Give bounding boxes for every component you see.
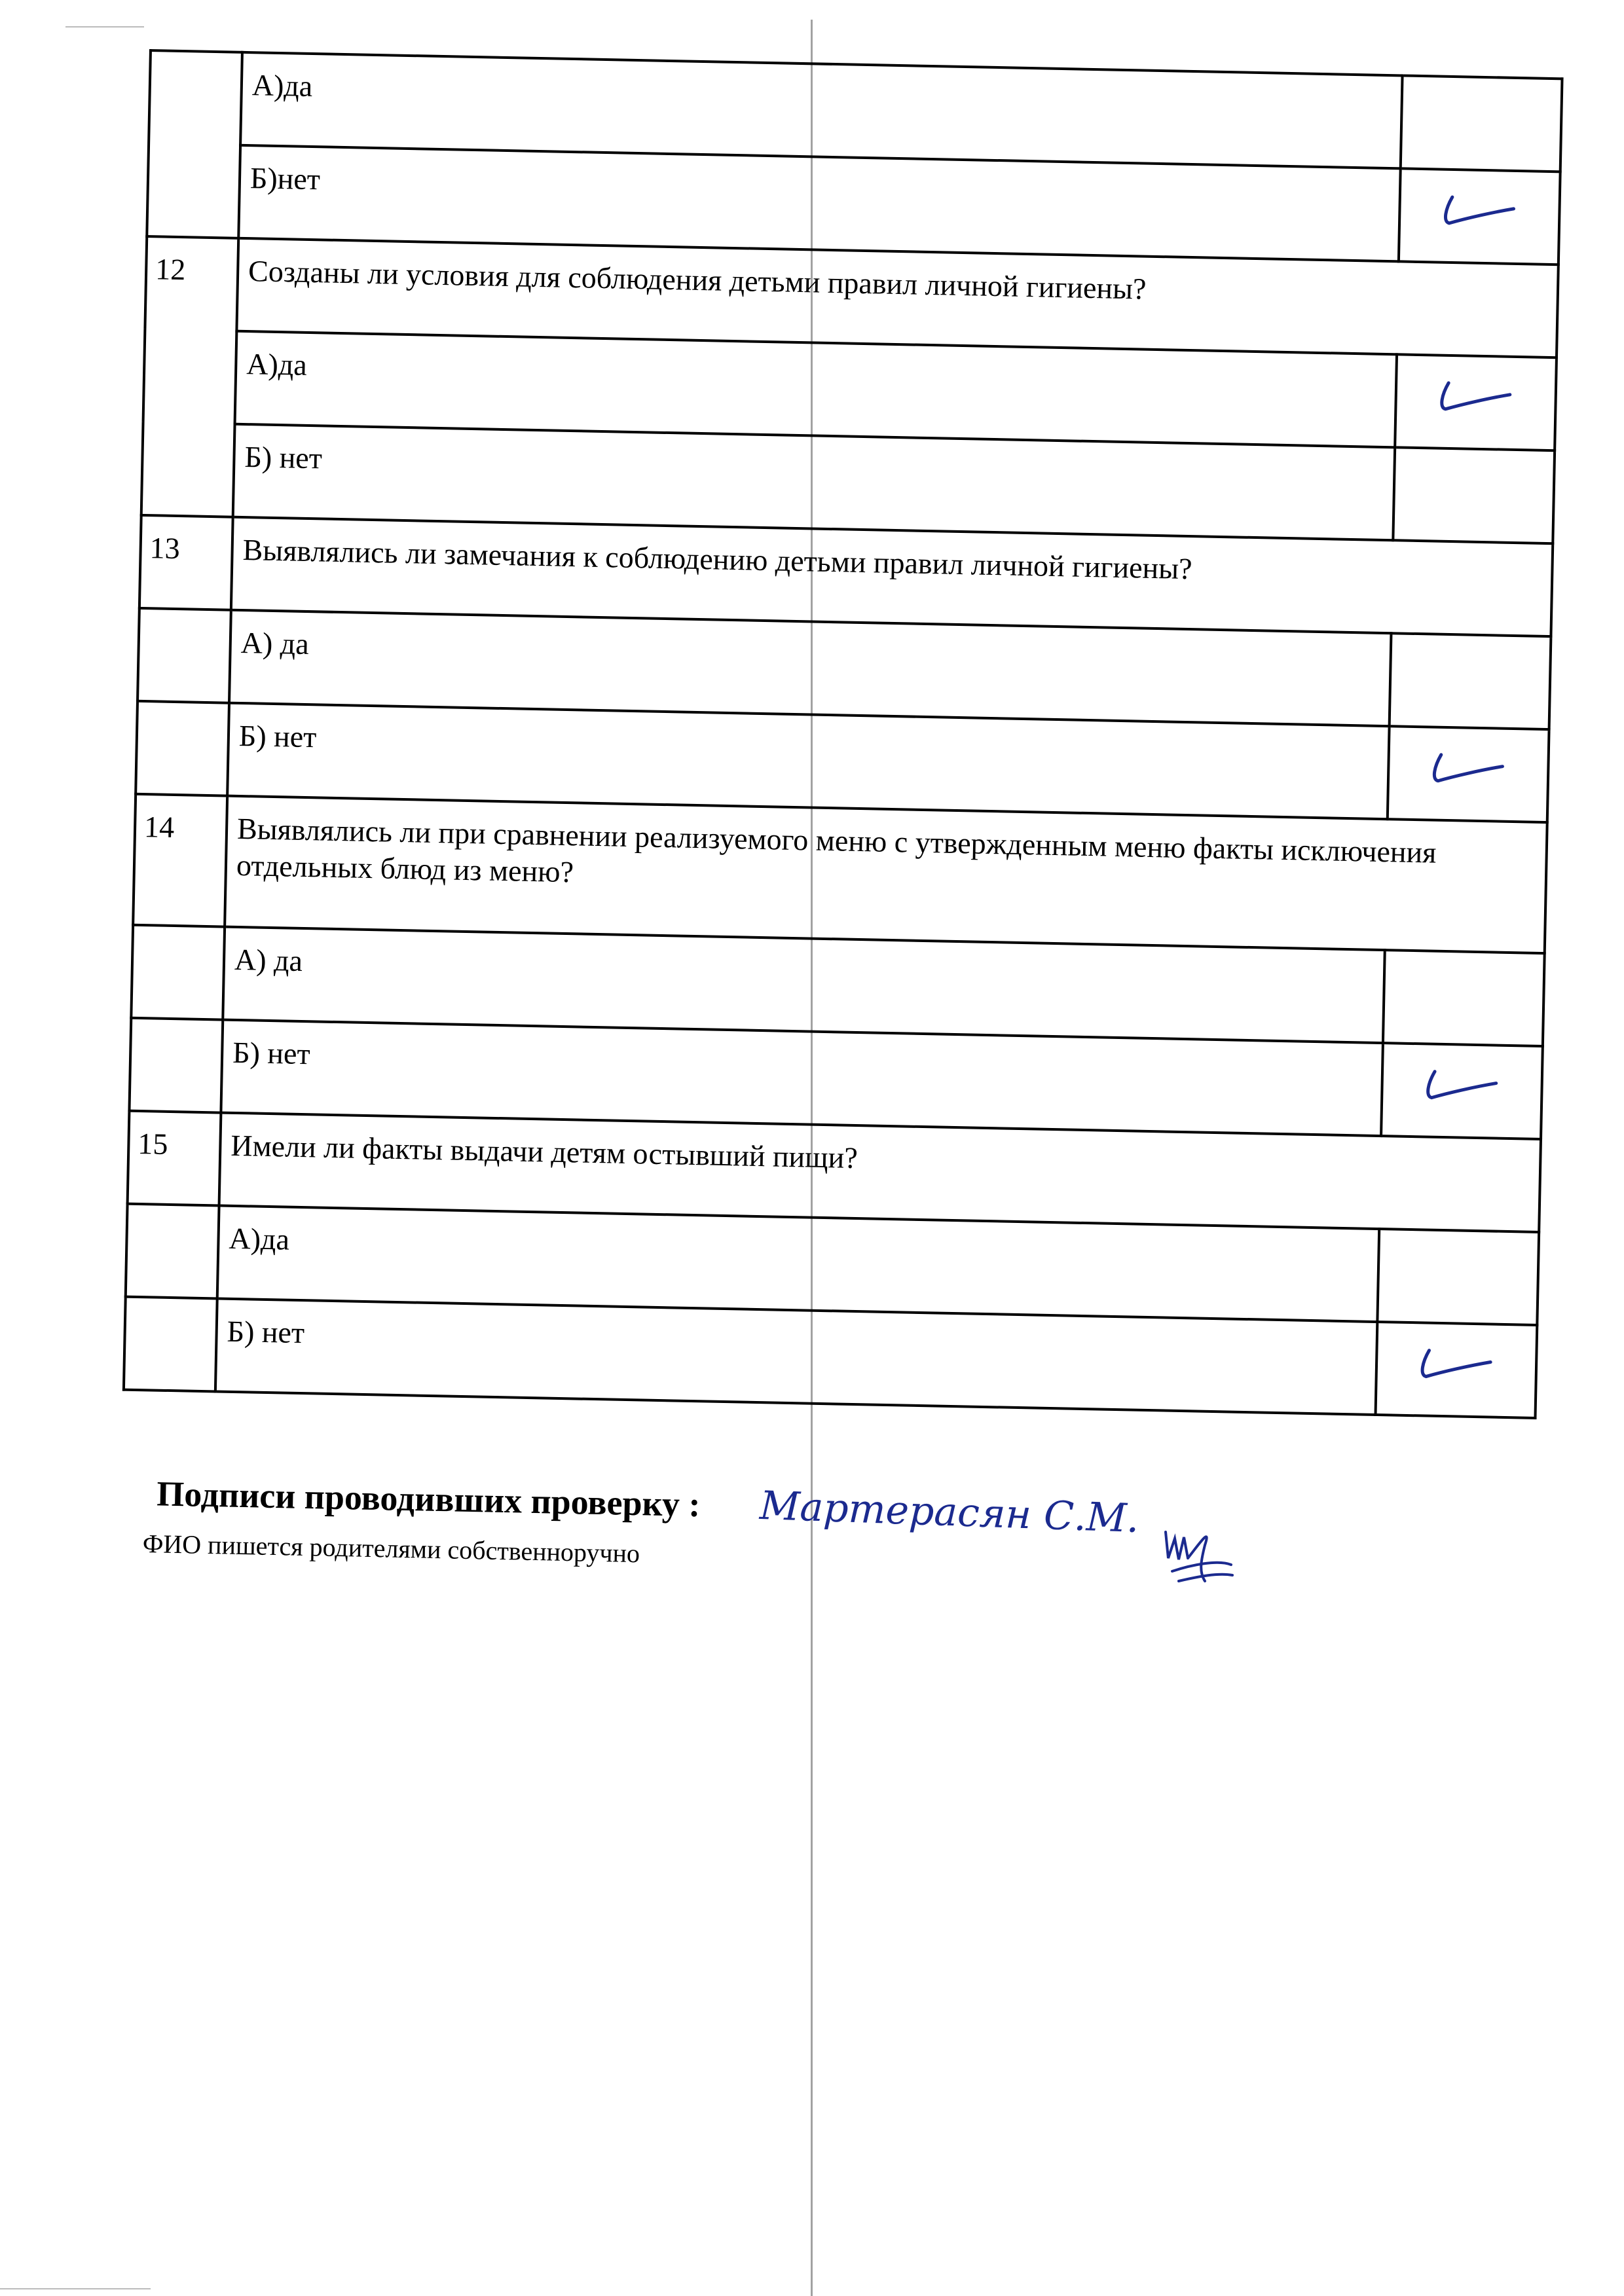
question-number: 15 [128,1111,221,1206]
answer-cell[interactable] [1381,1043,1543,1139]
question-number-cell [129,1018,223,1113]
answer-cell[interactable] [1393,447,1555,543]
question-number-cell [126,1204,219,1299]
checkmark-icon [1439,189,1519,244]
answer-cell[interactable] [1399,168,1560,264]
option-label: А) да [229,610,1391,727]
option-label: А)да [235,331,1397,448]
question-number-cell [138,608,231,703]
answer-cell[interactable] [1383,950,1545,1046]
question-number-cell [131,925,225,1020]
option-label: Б) нет [221,1020,1382,1137]
option-label: А) да [223,927,1384,1044]
question-number-cell [136,701,229,796]
checkmark-icon [1436,374,1516,430]
checkmark-icon [1416,1342,1496,1398]
option-label: Б) нет [233,424,1395,541]
scan-artifact [65,26,144,27]
handwritten-name: Мартерасян С.М. [758,1482,1140,1542]
option-label: Б)нет [238,145,1400,262]
option-label: Б) нет [227,703,1389,820]
answer-cell[interactable] [1376,1322,1538,1418]
question-text: Выявлялись ли при сравнении реализуемого меню с утвержденным меню факты исключения отдельных блюд из меню? [225,796,1547,953]
answer-cell[interactable] [1395,354,1557,450]
signature-scrawl-icon [1159,1519,1238,1591]
scan-artifact [0,2288,151,2289]
signature-title: Подписи проводивших проверку : [156,1474,701,1525]
option-label: А)да [217,1205,1379,1322]
checkmark-icon [1428,746,1508,802]
answer-cell[interactable] [1388,726,1549,822]
question-text: Созданы ли условия для соблюдения детьми правил личной гигиены? [236,238,1558,357]
question-number-cell [147,50,242,238]
question-number-cell [124,1297,217,1392]
question-text: Выявлялись ли замечания к соблюдению детьми правил личной гигиены? [231,517,1553,636]
answer-cell[interactable] [1401,75,1562,172]
question-number: 12 [141,236,239,517]
question-text: Имели ли факты выдачи детям остывший пищи? [219,1113,1541,1232]
question-number: 14 [133,794,227,927]
option-label: А)да [240,52,1402,169]
answer-cell[interactable] [1390,633,1551,729]
checkmark-icon [1422,1063,1502,1119]
option-label: Б) нет [215,1298,1377,1415]
signature-note: ФИО пишется родителями собственноручно [142,1528,640,1569]
questionnaire-table [122,49,1564,1419]
question-number: 13 [139,515,233,610]
answer-cell[interactable] [1377,1229,1539,1325]
